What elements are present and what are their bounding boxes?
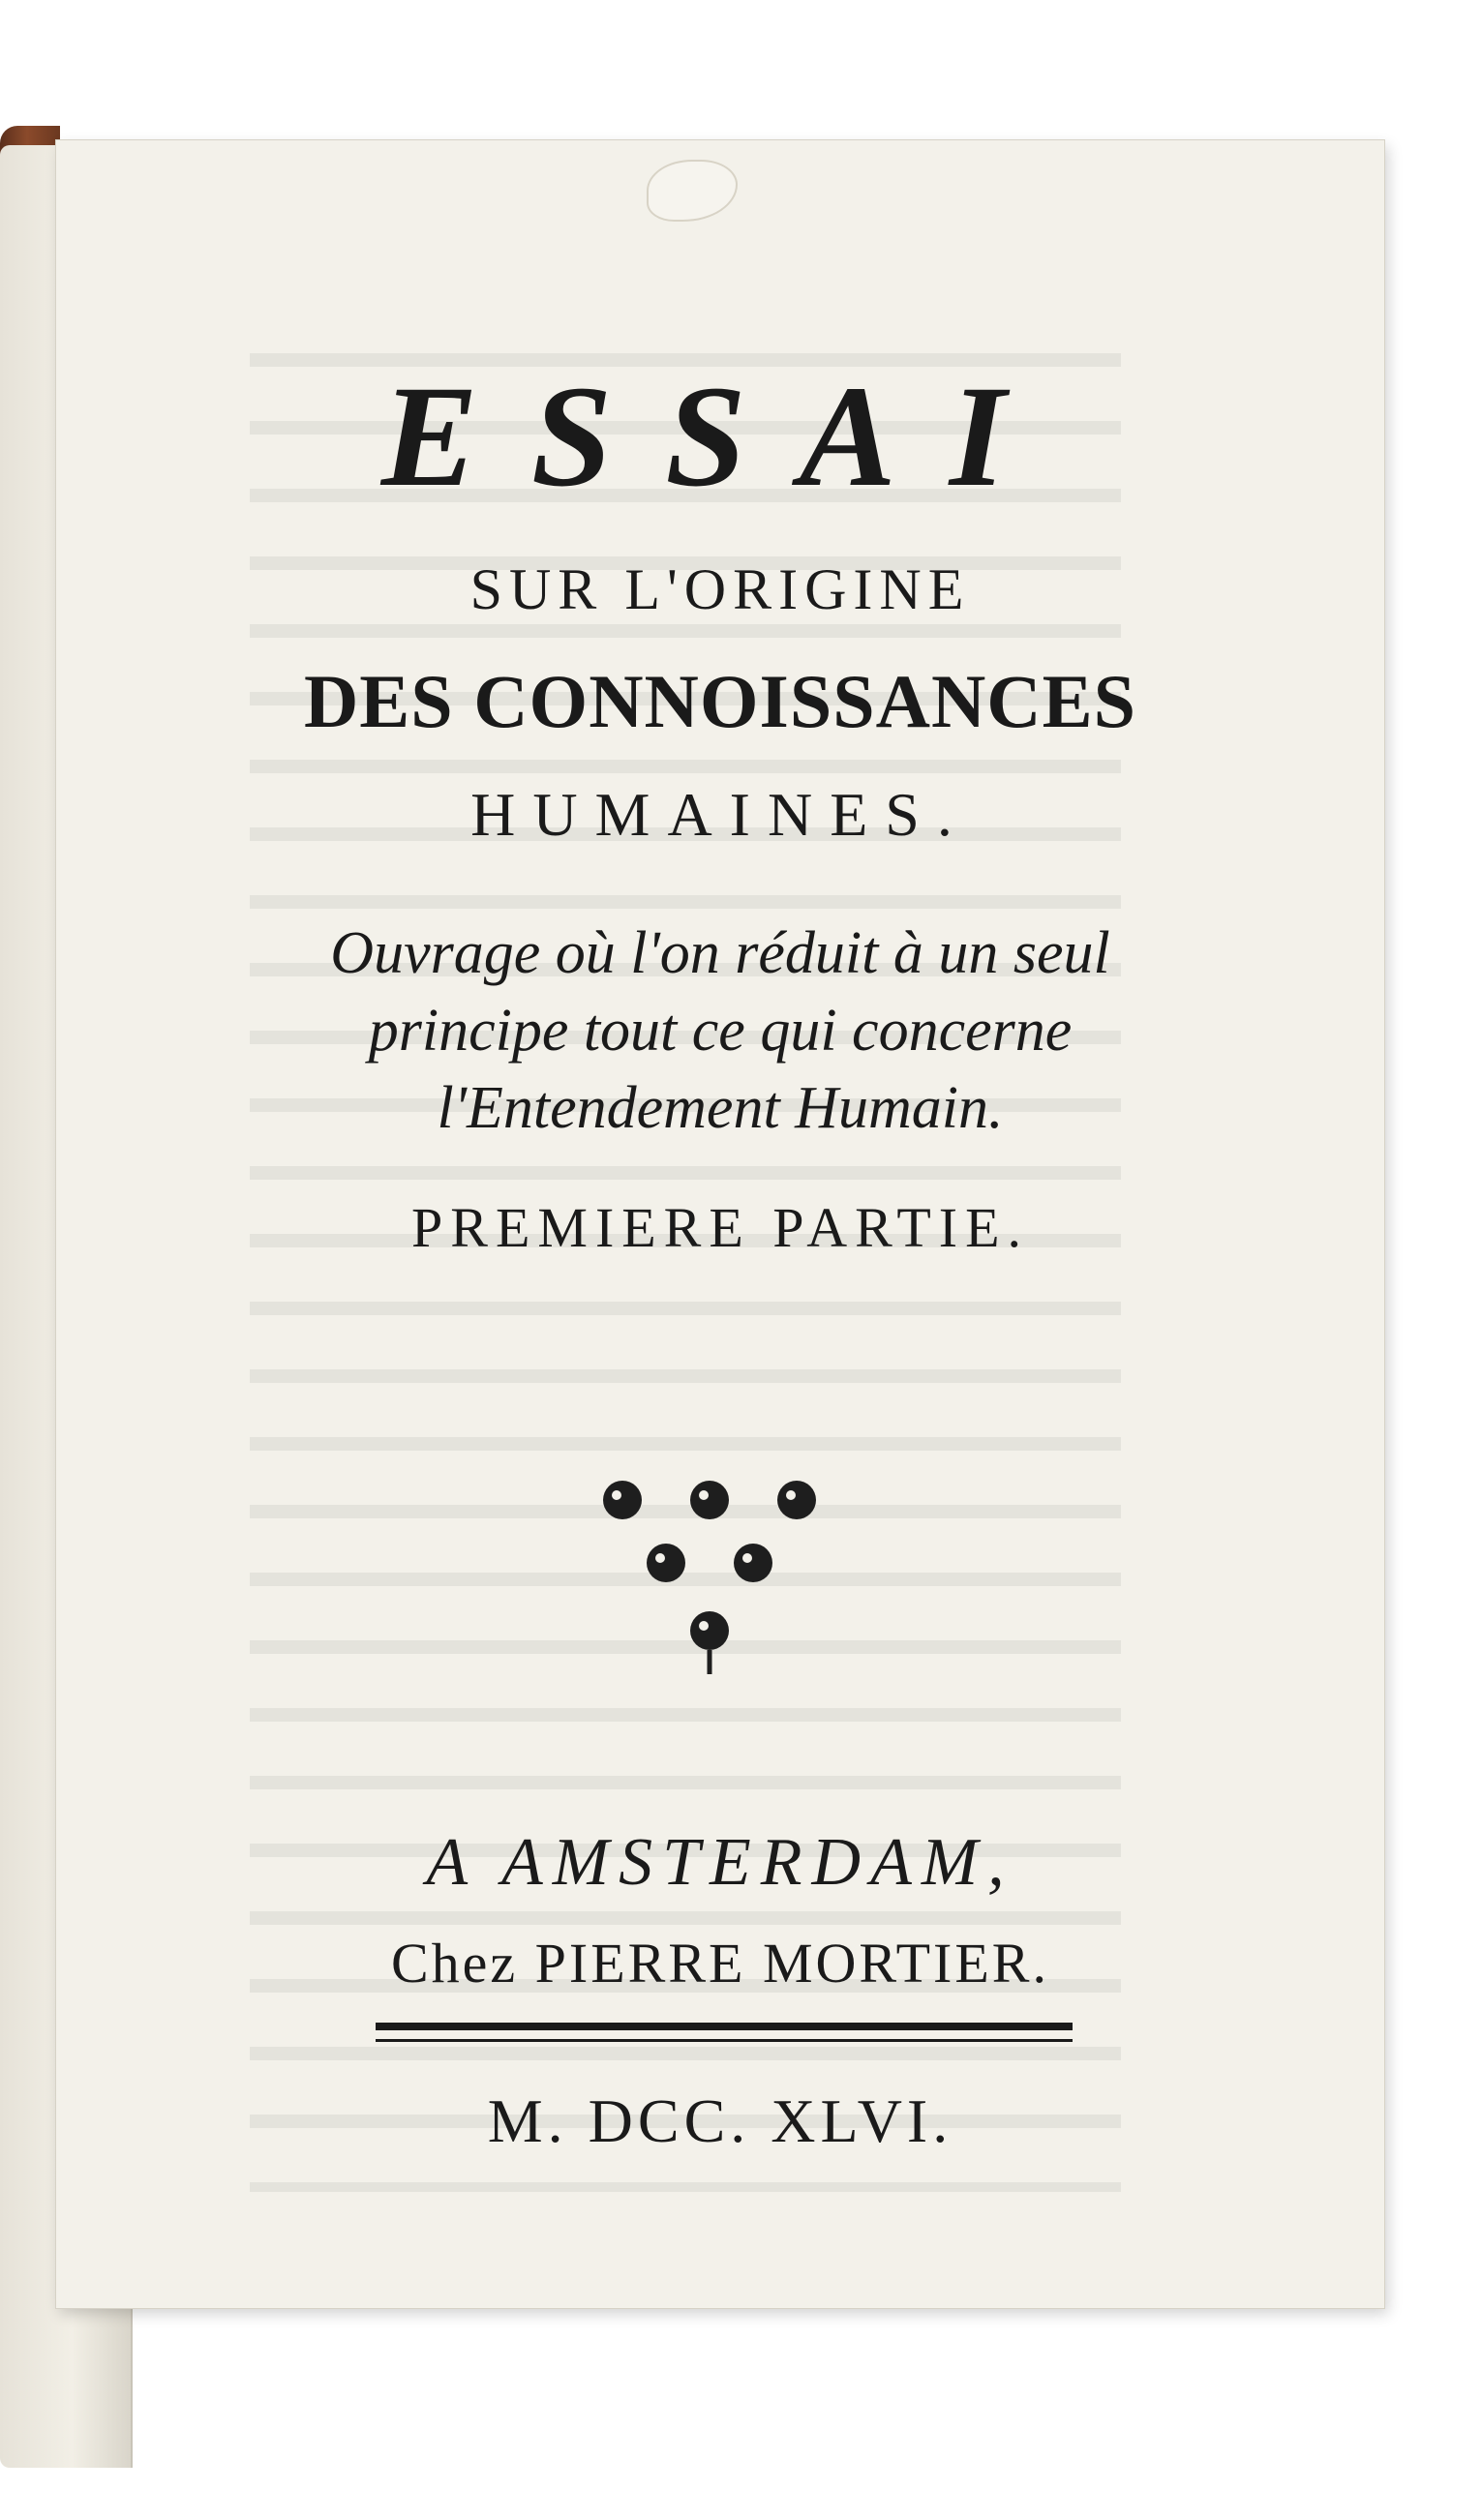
- double-rule-top: [376, 2023, 1073, 2030]
- floral-ornament-icon: [593, 1476, 826, 1679]
- subtitle-line-3: HUMAINES.: [470, 780, 970, 849]
- bleed-through-text: [250, 353, 1121, 2192]
- description-line-1: Ouvrage où l'on réduit à un seul: [330, 920, 1110, 986]
- title-page: [56, 140, 1384, 2308]
- part-label: PREMIERE PARTIE.: [411, 1196, 1029, 1259]
- imprint-place: A AMSTERDAM,: [426, 1825, 1014, 1900]
- description-line-3: l'Entendement Humain.: [437, 1075, 1004, 1141]
- imprint-publisher: Chez PIERRE MORTIER.: [391, 1932, 1049, 1995]
- book-title: ESSAI: [380, 356, 1060, 517]
- double-rule-bottom: [376, 2039, 1073, 2042]
- subtitle-line-1: SUR L'ORIGINE: [469, 557, 971, 621]
- paper-tear: [647, 160, 738, 222]
- imprint-date: M. DCC. XLVI.: [487, 2086, 953, 2155]
- description-line-2: principe tout ce qui concerne: [368, 998, 1073, 1064]
- subtitle-line-2: DES CONNOISSANCES: [303, 659, 1137, 743]
